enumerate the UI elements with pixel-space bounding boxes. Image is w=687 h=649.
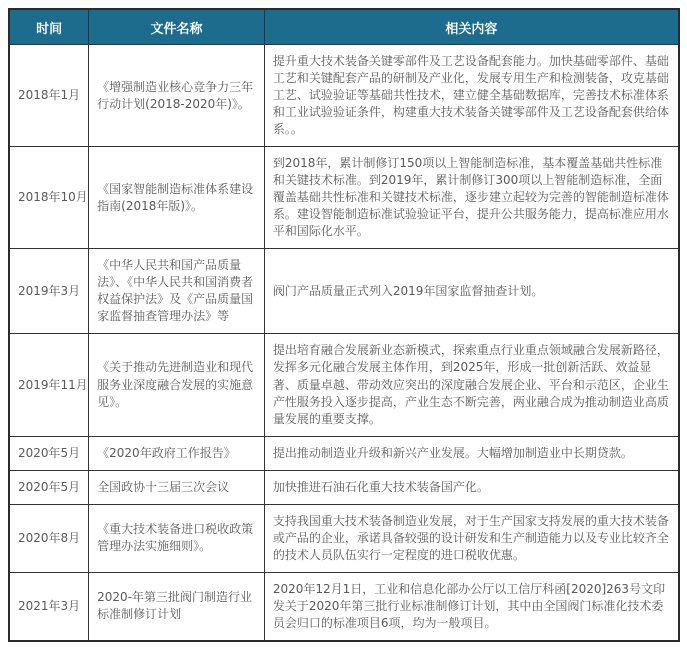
header-cell-content: 相关内容 — [264, 9, 679, 45]
cell-time: 2019年11月 — [9, 334, 89, 436]
table-row — [9, 572, 679, 641]
table-header — [9, 9, 679, 45]
cell-document-name: 《增强制造业核心竞争力三年行动计划(2018-2020年)》。 — [89, 45, 265, 147]
cell-time: 2020年5月 — [9, 470, 89, 504]
cell-related-content: 到2018年，累计制修订150项以上智能制造标准，基本覆盖基础共性标准和关键技术标准。到2019年，累计制修订300项以上智能制造标准，全面覆盖基础共性标准和关键技术标准，逐步建立起较为完善的智能制造标准体系。建设智能制造标准试验验证平台，提升公共服务能力，提高标准应用水平和国际化水平。 — [264, 147, 679, 249]
cell-related-content: 提出推动制造业升级和新兴产业发展。大幅增加制造业中长期贷款。 — [264, 436, 679, 470]
header-row — [9, 9, 679, 45]
cell-document-name: 《关于推动先进制造业和现代服务业深度融合发展的实施意见》。 — [89, 334, 265, 436]
table-row — [9, 470, 679, 504]
policy-table — [8, 8, 680, 642]
cell-document-name: 《中华人民共和国产品质量法》、《中华人民共和国消费者权益保护法》及《产品质量国家监督抽查管理办法》等 — [89, 249, 265, 334]
cell-time: 2020年8月 — [9, 504, 89, 572]
cell-time: 2021年3月 — [9, 572, 89, 641]
table-row — [9, 147, 679, 249]
cell-time: 2019年3月 — [9, 249, 89, 334]
cell-related-content: 加快推进石油石化重大技术装备国产化。 — [264, 470, 679, 504]
cell-related-content: 支持我国重大技术装备制造业发展，对于生产国家支持发展的重大技术装备或产品的企业，承诺具备较强的设计研发和生产制造能力以及专业比较齐全的技术人员队伍实行一定程度的进口税收优惠。 — [264, 504, 679, 572]
cell-related-content: 2020年12月1日，工业和信息化部办公厅以工信厅科函[2020]263号文印发关于2020年第三批行业标准制修订计划，其中由全国阀门标准化技术委员会归口的标准项目6项，均为一般项目。 — [264, 572, 679, 641]
table-row — [9, 334, 679, 436]
cell-document-name: 2020-年第三批阀门制造行业标准制修订计划 — [89, 572, 265, 641]
cell-time: 2018年10月 — [9, 147, 89, 249]
cell-document-name: 《重大技术装备进口税收政策管理办法实施细则》。 — [89, 504, 265, 572]
table-row — [9, 249, 679, 334]
table-row — [9, 436, 679, 470]
cell-document-name: 全国政协十三届三次会议 — [89, 470, 265, 504]
cell-document-name: 《2020年政府工作报告》 — [89, 436, 265, 470]
cell-time: 2020年5月 — [9, 436, 89, 470]
table-row — [9, 504, 679, 572]
header-cell-time: 时间 — [9, 9, 89, 45]
cell-related-content: 提出培育融合发展新业态新模式，探索重点行业重点领域融合发展新路径，发挥多元化融合发展主体作用，到2025年，形成一批创新活跃、效益显著、质量卓越、带动效应突出的深度融合发展企业、平台和示范区，企业生产性服务投入逐步提高，产业生态不断完善，两业融合成为推动制造业高质量发展的重要支撑。 — [264, 334, 679, 436]
cell-document-name: 《国家智能制造标准体系建设指南(2018年版)》。 — [89, 147, 265, 249]
header-cell-document: 文件名称 — [89, 9, 265, 45]
cell-time: 2018年1月 — [9, 45, 89, 147]
cell-related-content: 阀门产品质量正式列入2019年国家监督抽查计划。 — [264, 249, 679, 334]
table-body — [9, 45, 679, 641]
table-row — [9, 45, 679, 147]
cell-related-content: 提升重大技术装备关键零部件及工艺设备配套能力。加快基础零部件、基础工艺和关键配套产品的研制及产业化，发展专用生产和检测装备，攻克基础工艺、试验验证等基础共性技术，建立健全基础数据库，完善技术标准体系和工业试验验证条件，构建重大技术装备关键零部件及工艺设备配套供给体系。。 — [264, 45, 679, 147]
